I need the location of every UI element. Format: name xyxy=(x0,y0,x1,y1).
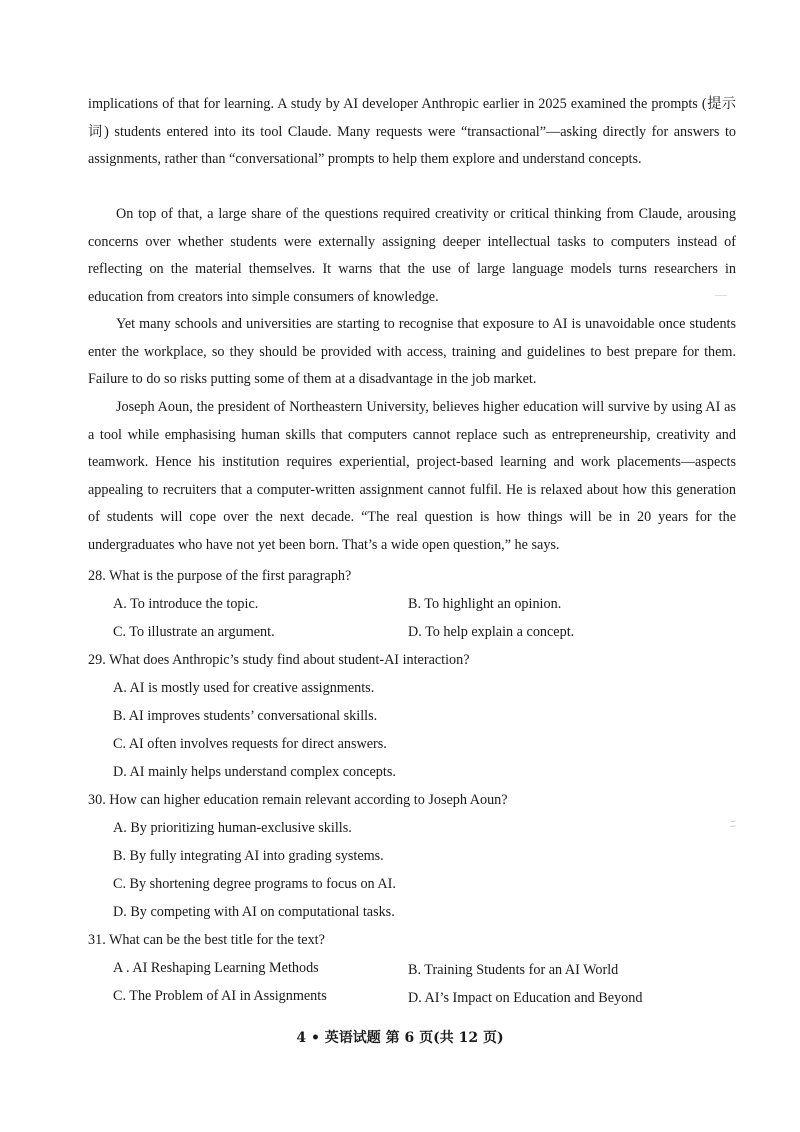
question-option: C. By shortening degree programs to focus on AI. xyxy=(113,876,396,892)
question-option: C. AI often involves requests for direct answers. xyxy=(113,736,387,752)
passage-paragraph-4: Joseph Aoun, the president of Northeastern University, believes higher education will survive by using AI as a tool while emphasising human skills that computers cannot replace such as entrepreneurship, creativity and teamwork. Hence his institution requires experiential, project-based learning and work placements—aspects appealing to recruiters that a computer-written assignment cannot fulfil. He is relaxed about how this generation of students will cope over the next decade. “The real question is how things will be in 20 years for the undergraduates who have not yet been born. That’s a wide open question,” he says. xyxy=(88,399,736,553)
question-stem: 31. What can be the best title for the text? xyxy=(88,932,325,948)
bleed-through-mark: — xyxy=(715,287,727,301)
passage-paragraph-1: implications of that for learning. A study by AI developer Anthropic earlier in 2025 examined the prompts (提示词) students entered into its tool Claude. Many requests were “transactional”—asking directly for answers to assignments, rather than “conversational” prompts to help them explore and understand concepts. xyxy=(88,96,736,168)
question-option: C. To illustrate an argument. xyxy=(113,624,275,640)
question-stem: 29. What does Anthropic’s study find about student-AI interaction? xyxy=(88,652,470,668)
question-option: A. AI is mostly used for creative assignments. xyxy=(113,680,375,696)
bleed-through-mark: ﾆ xyxy=(730,817,737,831)
question-option: B. AI improves students’ conversational skills. xyxy=(113,708,378,724)
question-option: A. To introduce the topic. xyxy=(113,596,259,612)
question-stem: 28. What is the purpose of the first paragraph? xyxy=(88,568,352,584)
passage-paragraph-2: On top of that, a large share of the questions required creativity or critical thinking from Claude, arousing concerns over whether students were externally assigning deeper intellectual tasks to computers instead of reflecting on the material themselves. It warns that the use of large language models turns researchers in education from creators into simple consumers of knowledge. xyxy=(88,206,736,305)
passage-paragraph-3: Yet many schools and universities are starting to recognise that exposure to AI is unavoidable once students enter the workplace, so they should be provided with access, training and guidelines to best prepare for them. Failure to do so risks putting some of them at a disadvantage in the job market. xyxy=(88,316,736,388)
question-option: C. The Problem of AI in Assignments xyxy=(113,988,327,1004)
question-option: B. By fully integrating AI into grading systems. xyxy=(113,848,384,864)
question-option: B. To highlight an opinion. xyxy=(408,596,562,612)
question-option: D. AI mainly helps understand complex concepts. xyxy=(113,764,396,780)
question-option: D. AI’s Impact on Education and Beyond xyxy=(408,990,643,1006)
question-option: A. By prioritizing human-exclusive skills. xyxy=(113,820,352,836)
page-footer: 4 • 英语试题 第 6 页(共 12 页) xyxy=(296,1030,504,1046)
question-option: A . AI Reshaping Learning Methods xyxy=(113,960,319,976)
question-option: D. By competing with AI on computational tasks. xyxy=(113,904,395,920)
question-option: B. Training Students for an AI World xyxy=(408,962,619,978)
question-option: D. To help explain a concept. xyxy=(408,624,575,640)
question-stem: 30. How can higher education remain relevant according to Joseph Aoun? xyxy=(88,792,508,808)
